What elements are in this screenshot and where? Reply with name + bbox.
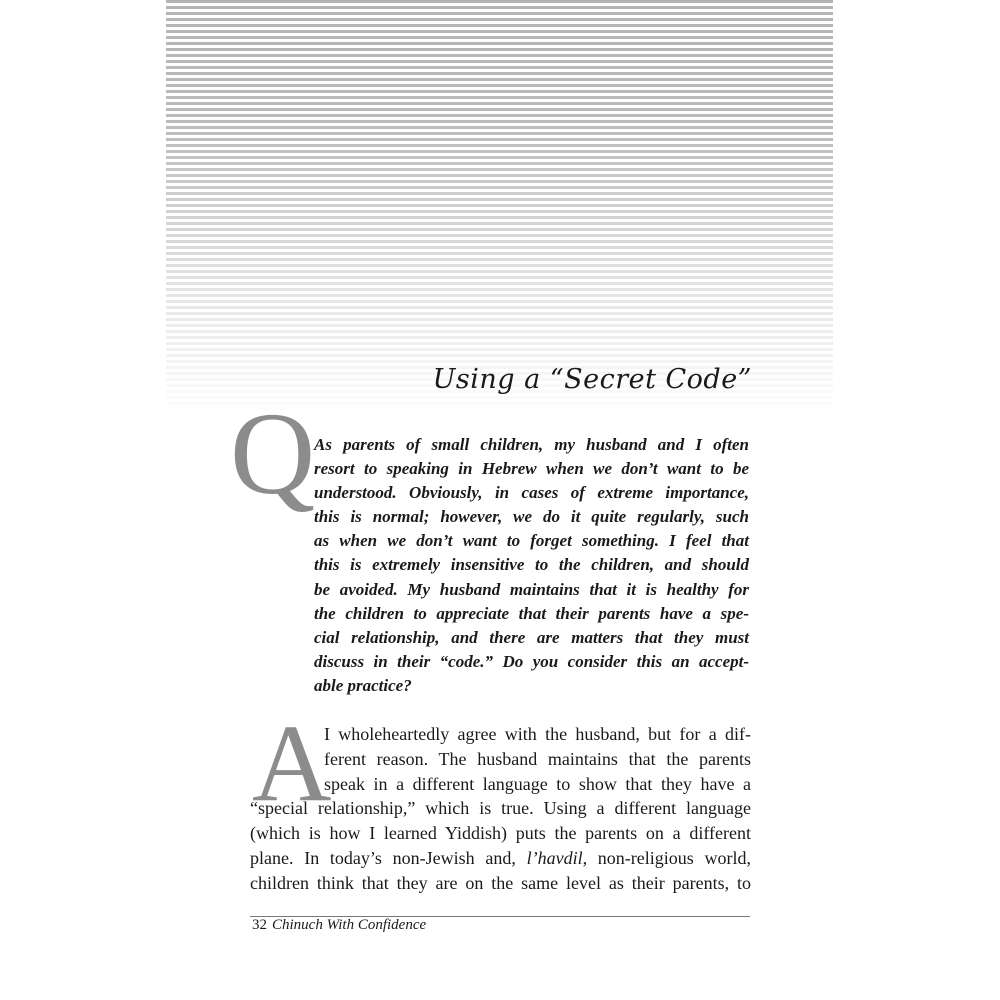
running-book-title: Chinuch With Confidence xyxy=(272,917,427,933)
question-line: the children to appreciate that their parents have a spe- xyxy=(314,603,749,623)
decorative-stripe-header xyxy=(166,0,833,420)
page-footer xyxy=(252,917,426,934)
answer-line: “special relationship,” which is true. Using a different language xyxy=(250,798,751,819)
question-dropcap: Q xyxy=(230,388,316,519)
question-line: this is normal; however, we do it quite regularly, such xyxy=(314,507,749,527)
answer-italic-term: l’havdil xyxy=(526,847,583,868)
question-line: this is extremely insensitive to the children, and should xyxy=(314,555,749,575)
question-line: resort to speaking in Hebrew when we don’t want to be xyxy=(314,459,749,479)
question-text xyxy=(314,433,749,698)
answer-line-text: , non-religious world, xyxy=(582,847,752,868)
page-number: 32 xyxy=(252,917,267,933)
chapter-title: Using a “Secret Code” xyxy=(432,364,752,395)
question-line: be avoided. My husband maintains that it is healthy for xyxy=(314,579,749,599)
question-line: as when we don’t want to forget something. I feel that xyxy=(314,531,749,551)
question-line: As parents of small children, my husband and I often xyxy=(314,435,749,454)
answer-text xyxy=(250,722,751,896)
question-line: able practice? xyxy=(314,675,412,695)
answer-line: ferent reason. The husband maintains that the parents xyxy=(324,748,751,769)
answer-dropcap: A xyxy=(252,702,332,824)
answer-line: I wholeheartedly agree with the husband, but for a dif- xyxy=(324,724,751,744)
question-line: cial relationship, and there are matters that they must xyxy=(314,627,749,647)
answer-line xyxy=(250,846,751,871)
question-line: discuss in their “code.” Do you consider this an accept- xyxy=(314,651,749,671)
answer-line: children think that they are on the same level as their parents, to xyxy=(250,872,751,893)
question-line: understood. Obviously, in cases of extreme importance, xyxy=(314,483,749,503)
answer-line: (which is how I learned Yiddish) puts the parents on a different xyxy=(250,823,751,844)
answer-line-text: plane. In today’s non-Jewish and, xyxy=(250,847,527,868)
book-page xyxy=(166,0,833,1000)
answer-line: speak in a different language to show that they have a xyxy=(324,773,751,794)
